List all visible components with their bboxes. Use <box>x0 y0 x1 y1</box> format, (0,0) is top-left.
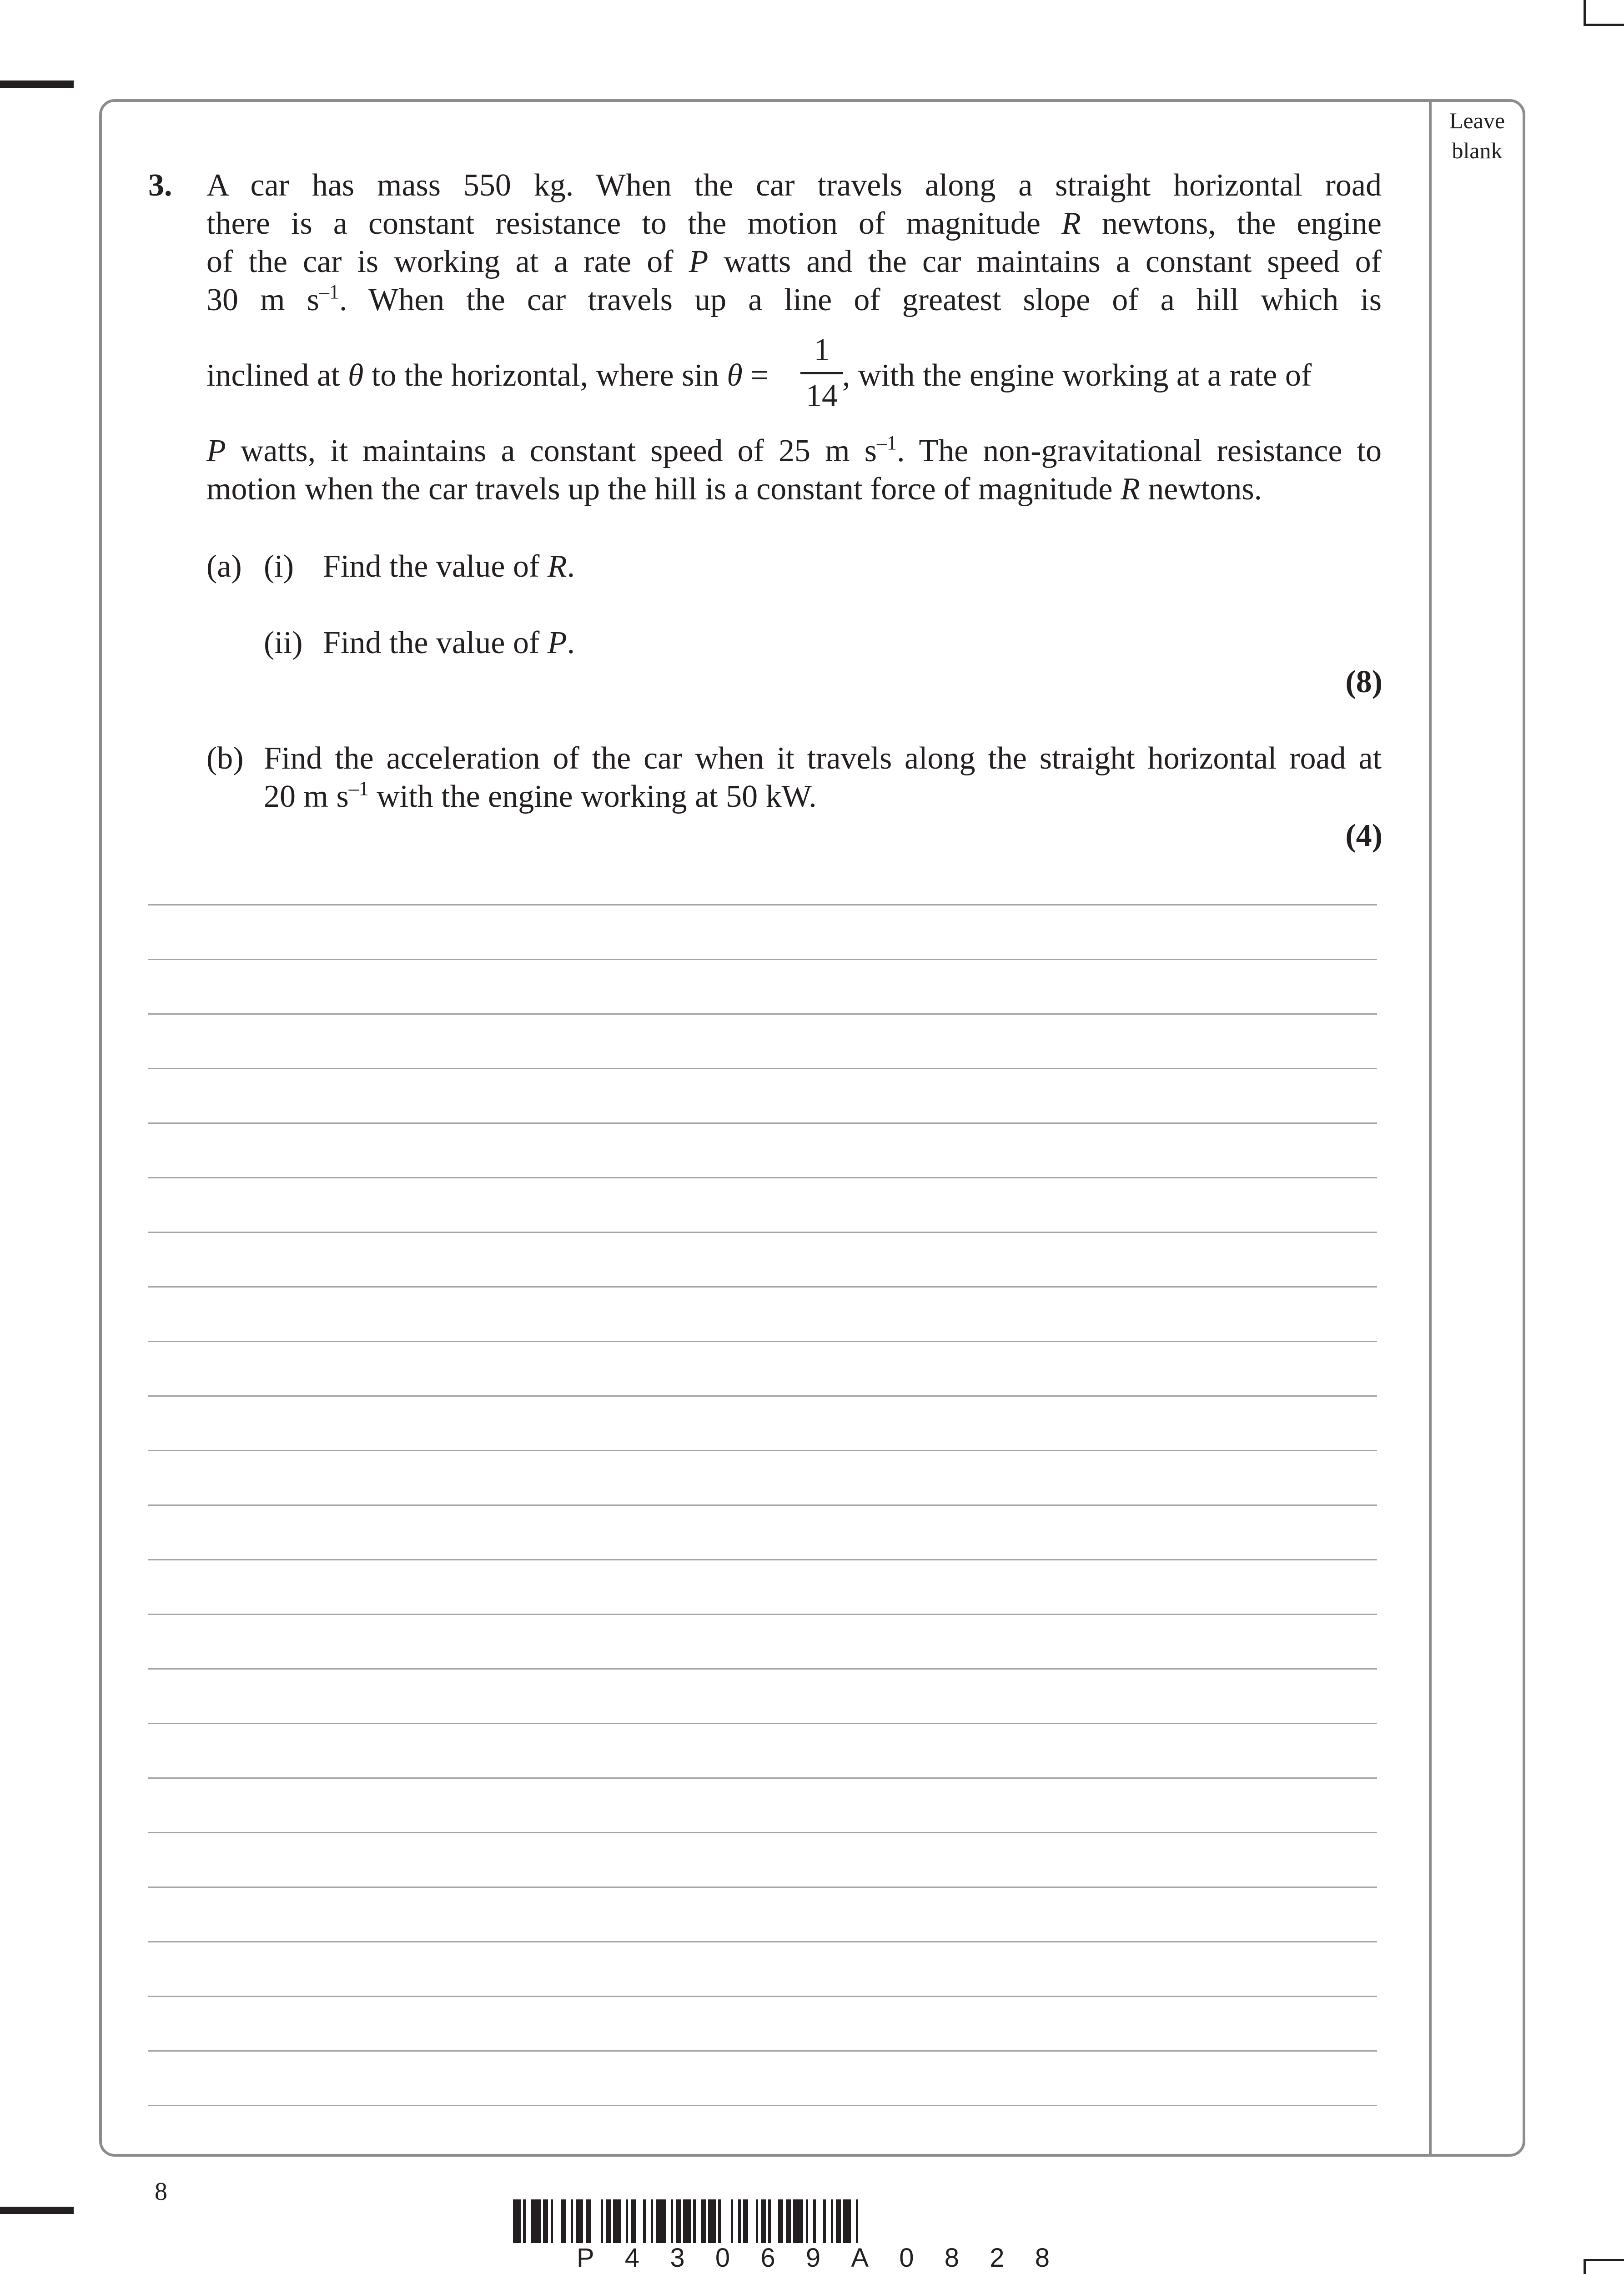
part-a-label: (a) <box>206 549 242 584</box>
incline-text-b: to the horizontal, where sin <box>363 358 727 393</box>
incline-equals: = <box>742 358 769 393</box>
answer-line[interactable] <box>148 1450 1377 1451</box>
barcode-bar <box>631 2199 636 2243</box>
part-b-line-2-text-a: 20 m s <box>264 779 349 814</box>
page-number: 8 <box>155 2178 167 2206</box>
barcode-bar <box>656 2199 666 2243</box>
barcode-digit: 6 <box>760 2243 775 2273</box>
barcode-bar <box>856 2199 859 2243</box>
barcode-bar <box>683 2199 691 2243</box>
barcode-bar <box>643 2199 646 2243</box>
part-b-line-1-text: Find the acceleration of the car when it travels along the straight horizontal road at <box>264 741 1382 776</box>
variable-R: R <box>1061 206 1081 241</box>
answer-line[interactable] <box>148 1559 1377 1560</box>
answer-line[interactable] <box>148 2105 1377 2106</box>
barcode-bar <box>651 2199 654 2243</box>
answer-line[interactable] <box>148 1668 1377 1670</box>
barcode <box>513 2199 1105 2243</box>
answer-line[interactable] <box>148 1232 1377 1233</box>
barcode-bar <box>778 2199 783 2243</box>
barcode-bar <box>571 2199 573 2243</box>
leave-blank-divider <box>1429 101 1432 2155</box>
line-6-text-b: . The non-gravitational resistance to <box>896 433 1382 468</box>
barcode-bar <box>738 2199 741 2243</box>
incline-text-a: inclined at <box>206 358 348 393</box>
barcode-bar <box>831 2199 834 2243</box>
question-number: 3. <box>148 168 172 203</box>
line-7-text-a: motion when the car travels up the hill is a constant force of magnitude <box>206 472 1121 507</box>
answer-line[interactable] <box>148 1286 1377 1288</box>
barcode-bar <box>531 2199 541 2243</box>
part-a-i-label: (i) <box>264 549 294 584</box>
barcode-digit: 8 <box>944 2243 959 2273</box>
barcode-digit: 4 <box>624 2243 640 2273</box>
barcode-bar <box>576 2199 583 2243</box>
crop-mark-bottom-right-horizontal <box>1584 2259 1624 2261</box>
barcode-bar <box>586 2199 591 2243</box>
answer-line[interactable] <box>148 1504 1377 1506</box>
leave-blank-line-1: Leave <box>1449 108 1505 133</box>
intro-line-4-exponent: –1 <box>319 281 339 303</box>
line-6-text-a: watts, it maintains a constant speed of 25 m s <box>226 433 877 468</box>
answer-lines-area[interactable] <box>148 0 1377 2274</box>
part-b-marks: (4) <box>1345 818 1383 853</box>
barcode-digit: P <box>577 2243 594 2273</box>
part-a-i-variable: R <box>547 549 567 584</box>
intro-line-3-text-a: of the car is working at a rate of <box>206 244 689 279</box>
incline-text-c: , with the engine working at a rate of <box>842 358 1312 393</box>
barcode-bar <box>708 2199 716 2243</box>
barcode-bar <box>626 2199 628 2243</box>
answer-line[interactable] <box>148 1996 1377 1997</box>
intro-line-4-text-a: 30 m s <box>206 282 319 317</box>
barcode-bar <box>823 2199 826 2243</box>
variable-P-2: P <box>206 433 226 468</box>
part-a-i-text: Find the value of <box>323 549 548 584</box>
crop-mark-bottom-left <box>0 2207 74 2214</box>
barcode-digit: 0 <box>715 2243 730 2273</box>
barcode-bar <box>731 2199 734 2243</box>
variable-theta: θ <box>348 358 364 393</box>
barcode-bar <box>676 2199 681 2243</box>
question-intro-line-1-text: A car has mass 550 kg. When the car travels along a straight horizontal road <box>206 168 1382 203</box>
variable-theta-2: θ <box>727 358 743 393</box>
barcode-bar <box>671 2199 674 2243</box>
barcode-digit: 8 <box>1035 2243 1050 2273</box>
barcode-bar <box>693 2199 696 2243</box>
line-7-text-b: newtons. <box>1140 472 1262 507</box>
barcode-bar <box>701 2199 706 2243</box>
answer-line[interactable] <box>148 1068 1377 1069</box>
barcode-bar <box>756 2199 759 2243</box>
barcode-digits <box>513 2242 1050 2274</box>
barcode-bar <box>813 2199 816 2243</box>
barcode-bar <box>561 2199 566 2243</box>
barcode-digit: 2 <box>990 2243 1005 2273</box>
barcode-digit: A <box>851 2243 869 2273</box>
barcode-bar <box>606 2199 611 2243</box>
part-a-marks: (8) <box>1345 664 1383 699</box>
barcode-digit: 3 <box>670 2243 685 2273</box>
leave-blank-line-2: blank <box>1452 138 1503 163</box>
barcode-bar <box>793 2199 803 2243</box>
leave-blank-label <box>1432 106 1523 166</box>
crop-mark-top-right-vertical <box>1584 0 1586 25</box>
answer-line[interactable] <box>148 1777 1377 1779</box>
intro-line-4-text-b: . When the car travels up a line of greatest slope of a hill which is <box>339 282 1382 317</box>
intro-line-2-text-b: newtons, the engine <box>1081 206 1382 241</box>
barcode-bar <box>843 2199 851 2243</box>
part-b-label: (b) <box>206 741 244 776</box>
answer-line[interactable] <box>148 1614 1377 1615</box>
answer-line[interactable] <box>148 959 1377 960</box>
answer-line[interactable] <box>148 1177 1377 1178</box>
line-6-exponent: –1 <box>876 432 897 454</box>
part-b-line-2-text-b: with the engine working at 50 kW. <box>368 779 817 814</box>
fraction-numerator: 1 <box>814 332 830 367</box>
answer-line[interactable] <box>148 1887 1377 1888</box>
answer-line[interactable] <box>148 1832 1377 1833</box>
barcode-digit: 0 <box>899 2243 914 2273</box>
barcode-bar <box>806 2199 809 2243</box>
part-a-i-end: . <box>567 549 575 584</box>
answer-line[interactable] <box>148 1341 1377 1342</box>
intro-line-2-text-a: there is a constant resistance to the motion of magnitude <box>206 206 1062 241</box>
crop-mark-top-right-horizontal <box>1584 24 1624 26</box>
answer-line[interactable] <box>148 904 1377 906</box>
answer-line[interactable] <box>148 1122 1377 1124</box>
barcode-digit: 9 <box>805 2243 821 2273</box>
barcode-bar <box>601 2199 603 2243</box>
answer-line[interactable] <box>148 1395 1377 1397</box>
barcode-bar <box>718 2199 721 2243</box>
barcode-bar <box>551 2199 553 2243</box>
answer-line[interactable] <box>148 1941 1377 1942</box>
barcode-bar <box>613 2199 621 2243</box>
part-a-ii-label: (ii) <box>264 625 303 660</box>
barcode-bar <box>786 2199 791 2243</box>
barcode-bar <box>513 2199 521 2243</box>
barcode-bar <box>523 2199 526 2243</box>
part-a-ii-text: Find the value of <box>323 625 548 660</box>
barcode-bar <box>543 2199 548 2243</box>
part-a-ii-end: . <box>567 625 575 660</box>
part-b-line-2-exponent: –1 <box>348 777 369 800</box>
variable-R-2: R <box>1120 472 1140 507</box>
intro-line-3-text-b: watts and the car maintains a constant speed of <box>708 244 1382 279</box>
barcode-bar <box>768 2199 771 2243</box>
part-a-ii-variable: P <box>547 625 567 660</box>
answer-line[interactable] <box>148 2050 1377 2052</box>
fraction-denominator: 14 <box>806 378 838 413</box>
barcode-bar <box>761 2199 766 2243</box>
barcode-bar <box>836 2199 841 2243</box>
variable-P: P <box>689 244 709 279</box>
answer-line[interactable] <box>148 1723 1377 1724</box>
barcode-bar <box>743 2199 748 2243</box>
crop-mark-top-left <box>0 80 74 88</box>
answer-line[interactable] <box>148 1013 1377 1015</box>
